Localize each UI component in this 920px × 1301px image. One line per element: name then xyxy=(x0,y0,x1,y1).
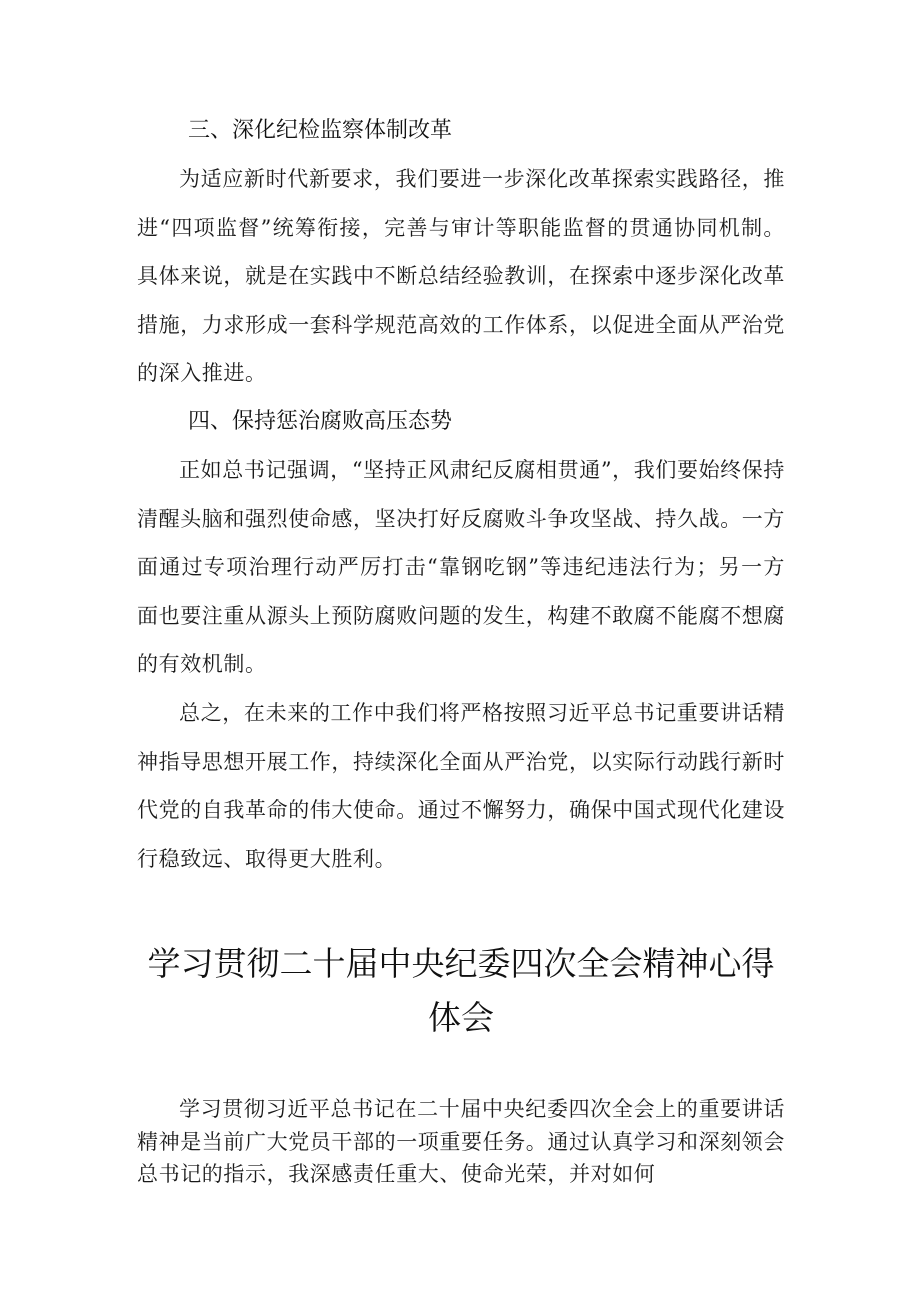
section-heading-three: 三、深化纪检监察体制改革 xyxy=(188,118,453,143)
section-four-paragraph: 正如总书记强调，“坚持正风肃纪反腐相贯通”，我们要始终保持清醒头脑和强烈使命感，坚决打好反腐败斗争攻坚战、持久战。一方面通过专项治理行动严厉打击“靠钢吃钢”等违纪违法行为；另一方面也要注重从源头上预防腐败问题的发生，构建不敢腐不能腐不想腐的有效机制。 xyxy=(137,458,785,677)
conclusion-paragraph: 总之，在未来的工作中我们将严格按照习近平总书记重要讲话精神指导思想开展工作，持续深化全面从严治党，以实际行动践行新时代党的自我革命的伟大使命。通过不懈努力，确保中国式现代化建设行稳致远、取得更大胜利。 xyxy=(137,701,785,871)
article-intro-paragraph: 学习贯彻习近平总书记在二十届中央纪委四次全会上的重要讲话精神是当前广大党员干部的一项重要任务。通过认真学习和深刻领会总书记的指示，我深感责任重大、使命光荣，并对如何 xyxy=(137,1097,785,1186)
section-three-paragraph: 为适应新时代新要求，我们要进一步深化改革探索实践路径，推进“四项监督”统筹衔接，完善与审计等职能监督的贯通协同机制。具体来说，就是在实践中不断总结经验教训，在探索中逐步深化改革措施，力求形成一套科学规范高效的工作体系，以促进全面从严治党的深入推进。 xyxy=(137,167,785,386)
article-title: 学习贯彻二十届中央纪委四次全会精神心得体会 xyxy=(147,944,775,1037)
section-heading-four: 四、保持惩治腐败高压态势 xyxy=(188,409,453,434)
